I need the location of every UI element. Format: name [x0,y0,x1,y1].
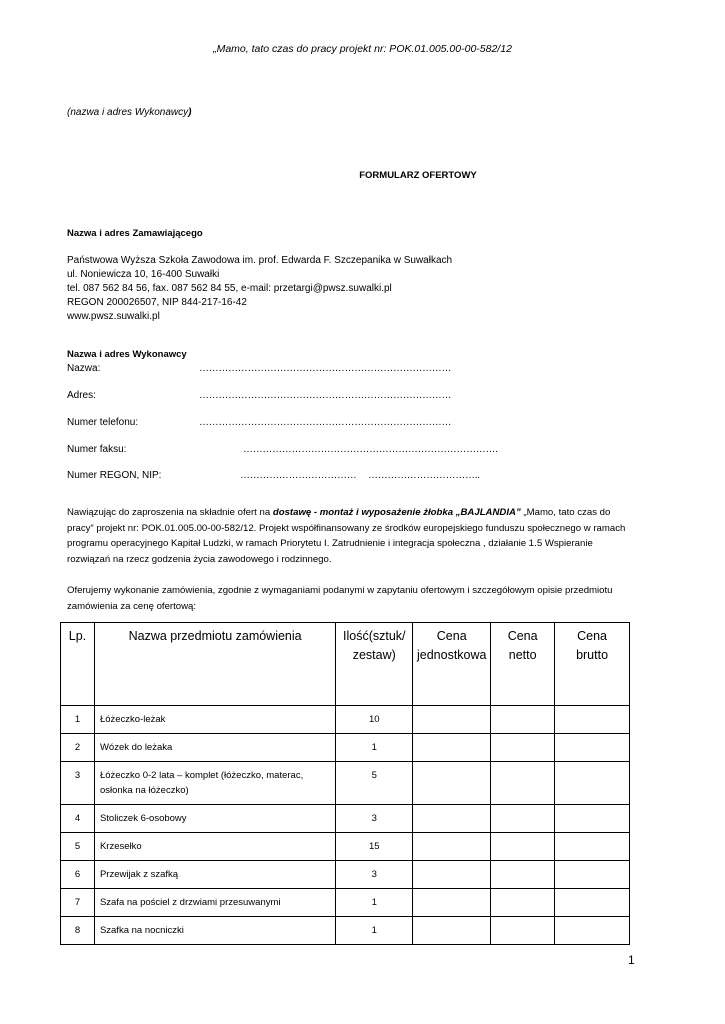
header-lp [61,623,95,706]
contractor-address-label: Adres: [67,390,96,401]
cell-item-name: Stoliczek 6-osobowy [94,805,335,833]
form-title: FORMULARZ OFERTOWY [359,170,477,181]
contractor-address-field[interactable] [67,389,667,403]
contractor-note-suffix: ) [188,107,192,118]
cell-lp: 8 [61,917,95,945]
header-gross-price [555,623,630,706]
contractor-regon-nip-label: Numer REGON, NIP: [67,470,162,481]
contractor-phone-dotted-line[interactable]: …………………………………………………………………… [199,417,452,428]
contractor-nip-dotted-line[interactable]: …………………………….. [368,470,480,481]
cell-lp: 6 [61,861,95,889]
table-row [61,889,630,917]
header-gross-price-line1: Cena [577,629,607,643]
header-quantity-line2: zestaw) [352,648,396,662]
cell-unit-price[interactable] [413,833,491,861]
table-row [61,833,630,861]
offer-statement-paragraph: Oferujemy wykonanie zamówienia, zgodnie z wymaganiami podanymi w zapytaniu ofertowym i szczegółowym opisie przedmiotu zamówienia za cenę ofertową: [67,585,613,612]
contractor-name-label: Nazwa: [67,363,101,374]
cell-net-price[interactable] [491,889,555,917]
cell-item-name: Szafka na nocniczki [94,917,335,945]
cell-quantity: 5 [336,762,413,805]
cell-gross-price[interactable] [555,861,630,889]
contractor-phone-field[interactable] [67,416,667,430]
cell-item-name: Szafa na pościel z drzwiami przesuwanymi [94,889,335,917]
header-lp-text: Lp. [68,629,87,643]
cell-lp: 4 [61,805,95,833]
cell-net-price[interactable] [491,762,555,805]
contractor-fax-dotted-line[interactable]: ……………………………………………………………………. [243,444,498,455]
cell-gross-price[interactable] [555,917,630,945]
page-number: 1 [628,953,635,967]
header-quantity [336,623,413,706]
cell-gross-price[interactable] [555,706,630,734]
contractor-name-field[interactable] [67,362,667,376]
header-unit-price-line2: jednostkowa [416,648,487,662]
cell-unit-price[interactable] [413,861,491,889]
cell-unit-price[interactable] [413,889,491,917]
cell-item-name: Łóżeczko-leżak [94,706,335,734]
orderer-address-block [67,254,452,324]
cell-gross-price[interactable] [555,889,630,917]
offer-intro-text-end: „Mamo, tato czas do pracy” projekt nr: POK.01.005.00-00-582/12. Projekt współfinansowany ze środków europejskiego funduszu społecznego w ramach programu operacyjnego Kapitał Ludzki, w ramach Priorytetu I. Zatrudnienie i integracja społeczna , działanie 1.5 Wspieranie rozwiązań na rzecz godzenia życia zawodowego i rodzinnego. [67,507,626,565]
cell-item-name: Krzesełko [94,833,335,861]
cell-lp: 5 [61,833,95,861]
header-net-price-line2: netto [508,648,537,662]
cell-gross-price[interactable] [555,734,630,762]
orderer-line-contact: tel. 087 562 84 56, fax. 087 562 84 55, e-mail: przetargi@pwsz.suwalki.pl [67,283,392,294]
contractor-name-dotted-line[interactable]: …………………………………………………………………… [199,363,452,374]
cell-unit-price[interactable] [413,706,491,734]
orderer-line-street: ul. Noniewicza 10, 16-400 Suwałki [67,269,220,280]
cell-quantity: 10 [336,706,413,734]
cell-quantity: 15 [336,833,413,861]
header-unit-price [413,623,491,706]
table-row [61,917,630,945]
table-row [61,805,630,833]
header-unit-price-line1: Cena [436,629,467,643]
header-gross-price-line2: brutto [576,648,609,662]
cell-lp: 7 [61,889,95,917]
orderer-line-regon: REGON 200026507, NIP 844-217-16-42 [67,297,247,308]
contractor-heading: Nazwa i adres Wykonawcy [67,349,187,360]
cell-net-price[interactable] [491,917,555,945]
cell-item-name: Łóżeczko 0-2 lata – komplet (łóżeczko, materac, osłonka na łóżeczko) [94,762,335,805]
cell-lp: 1 [61,706,95,734]
cell-net-price[interactable] [491,706,555,734]
contractor-note-text: (nazwa i adres Wykonawcy [67,107,189,118]
cell-net-price[interactable] [491,805,555,833]
orderer-line-name: Państwowa Wyższa Szkoła Zawodowa im. prof. Edwarda F. Szczepanika w Suwałkach [67,255,453,266]
cell-lp: 2 [61,734,95,762]
cell-net-price[interactable] [491,861,555,889]
offer-subject-emphasis: dostawę - montaż i wyposażenie żłobka „BAJLANDIA” [272,507,521,518]
contractor-regon-dotted-line[interactable]: ……………………………… [240,470,357,481]
header-net-price [491,623,555,706]
cell-net-price[interactable] [491,734,555,762]
cell-lp: 3 [61,762,95,805]
cell-unit-price[interactable] [413,805,491,833]
table-row [61,734,630,762]
header-item-name-text: Nazwa przedmiotu zamówienia [128,629,302,643]
offer-intro-text-start: Nawiązując do zaproszenia na składnie ofert na [67,507,273,518]
offer-items-table [60,622,630,945]
table-row [61,762,630,805]
table-header-row [61,623,630,706]
contractor-fax-field[interactable] [67,443,667,457]
cell-net-price[interactable] [491,833,555,861]
cell-unit-price[interactable] [413,734,491,762]
header-net-price-line1: Cena [507,629,538,643]
cell-quantity: 3 [336,805,413,833]
cell-item-name: Wózek do leżaka [94,734,335,762]
contractor-name-note [67,106,192,120]
cell-item-name: Przewijak z szafką [94,861,335,889]
cell-quantity: 1 [336,734,413,762]
header-item-name [94,623,335,706]
orderer-line-website: www.pwsz.suwalki.pl [67,311,160,322]
cell-quantity: 3 [336,861,413,889]
contractor-phone-label: Numer telefonu: [67,417,139,428]
cell-unit-price[interactable] [413,917,491,945]
offer-intro-paragraph [67,505,633,567]
cell-quantity: 1 [336,917,413,945]
contractor-address-dotted-line[interactable]: …………………………………………………………………… [199,390,452,401]
cell-gross-price[interactable] [555,833,630,861]
orderer-heading: Nazwa i adres Zamawiającego [67,228,203,239]
contractor-fax-label: Numer faksu: [67,444,127,455]
cell-gross-price[interactable] [555,805,630,833]
contractor-regon-nip-field[interactable] [67,469,667,483]
cell-unit-price[interactable] [413,762,491,805]
table-row [61,861,630,889]
header-quantity-line1: Ilość(sztuk/ [343,629,406,643]
table-row [61,706,630,734]
cell-quantity: 1 [336,889,413,917]
document-header-title: „Mamo, tato czas do pracy projekt nr: POK.01.005.00-00-582/12 [213,43,512,55]
cell-gross-price[interactable] [555,762,630,805]
